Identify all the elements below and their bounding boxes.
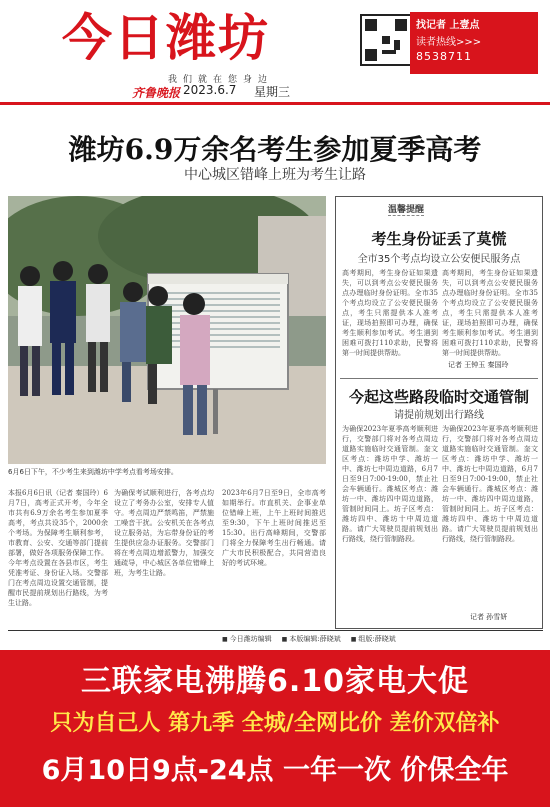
masthead-rule xyxy=(0,102,550,105)
credit-editor: ■ 今日潍坊编辑 xyxy=(222,634,272,644)
sidebar-story2-byline: 记者 孙雪妍 xyxy=(470,613,508,621)
photo-caption: 6月6日下午，不少考生来到潍坊中学考点看考场安排。 xyxy=(8,468,178,476)
lead-body-col2: 为确保考试顺利进行，各考点均设立了考务办公室，安排专人值守。考点周边严禁鸣笛，严禁施工噪音干扰。公安机关在各考点设立服务站，为忘带身份证的考生提供应急办证服务。交警部门将在考点周边增派警力，加强交通疏导，中心城区各单位错峰上班，为考生让路。 xyxy=(114,489,214,577)
credits-bar xyxy=(222,634,542,644)
hotline-line1: 找记者 上壹点 xyxy=(416,20,480,31)
lead-body-col3: 2023年6月7日至9日，全市高考如期举行。市直机关、企事业单位错峰上班，上午上班时间推迟至9:30，下午上班时间推迟至15:30。出行高峰期间，交警部门将全力保障考生出行畅通。请广大市民积极配合，共同营造良好的考试环境。 xyxy=(222,489,326,567)
brand-logo: 齐鲁晚报 xyxy=(132,86,181,100)
sidebar-story2-subhead: 请提前规划出行路线 xyxy=(394,410,484,421)
lead-photo-illustration xyxy=(8,196,326,464)
sidebar-story2-headline: 今起这些路段临时交通管制 xyxy=(348,388,529,406)
hotline-number: 8538711 xyxy=(416,50,472,63)
lead-photo xyxy=(8,196,326,464)
lead-headline: 潍坊6.9万余名考生参加夏季高考 xyxy=(68,133,482,166)
issue-weekday: 星期三 xyxy=(254,85,291,99)
ad-line1: 三联家电沸腾6.10家电大促 xyxy=(80,664,470,699)
reader-hotline[interactable] xyxy=(410,12,538,74)
ad-line3: 6月10日9点-24点 一年一次 价保全年 xyxy=(41,755,509,786)
sidebar-story1-headline: 考生身份证丢了莫慌 xyxy=(371,230,507,248)
lead-subhead: 中心城区错峰上班为考生让路 xyxy=(184,167,366,183)
ad-line2: 只为自己人 第九季 全城/全网比价 差价双倍补 xyxy=(50,711,500,736)
sidebar-story1-body: 高考期间，考生身份证如果遗失，可以到考点公安便民服务点办理临时身份证明。全市35个考点均设立了公安便民服务点，考生只需提供本人准考证，现场拍照即可办理，确保考生顺利参加考试。考生遇到困难可拨打110求助，民警将第一时间提供帮助。 xyxy=(342,269,438,357)
lead-body-col1: 本报6月6日讯（记者 秦国玲）6月7日，高考正式开考，今年全市共有6.9万余名考生参加夏季高考，考点共设35个，2000余个考场。为保障考生顺利参考，市教育、公安、交通等部门提前部署，做好各项服务保障工作。今年考点设置在各县市区，考生凭准考证、身份证入场。交警部门在考点周边设置交通管制，提醒市民提前规划出行路线，为考生让路。 xyxy=(8,489,108,607)
credit-proof: ■ 组版:薛晓斌 xyxy=(351,634,396,644)
credit-designer: ■ 本版编辑:薛晓斌 xyxy=(282,634,341,644)
sidebar-story1-byline: 记者 王钟玉 秦国玲 xyxy=(448,361,509,369)
sidebar-tag: 温馨提醒 xyxy=(388,202,424,216)
masthead-tagline: 我们就在您身边 xyxy=(168,75,274,85)
newspaper-title: 今日潍坊 xyxy=(62,9,270,67)
sidebar-divider xyxy=(340,378,538,379)
hotline-line2: 读者热线>>> xyxy=(416,37,482,48)
sidebar-story1-body-cont: 高考期间，考生身份证如果遗失，可以到考点公安便民服务点办理临时身份证明。全市35个考点均设立了公安便民服务点，考生只需提供本人准考证，现场拍照即可办理，确保考生顺利参加考试。考生遇到困难可拨打110求助，民警将第一时间提供帮助。 xyxy=(442,269,538,356)
qr-code-icon[interactable] xyxy=(360,14,412,66)
sidebar-story1-subhead: 全市35个考点均设立公安便民服务点 xyxy=(357,254,521,265)
masthead xyxy=(0,0,550,108)
credits-rule xyxy=(8,630,543,631)
issue-date: 2023.6.7 xyxy=(183,83,237,97)
sidebar-story2-body: 为确保2023年夏季高考顺利进行，交警部门将对各考点周边道路实施临时交通管制。奎文区考点：潍坊中学、潍坊一中、潍坊七中周边道路，6月7日至9日7:00-19:00，禁止社会车辆通行。潍城区考点：潍坊一中、潍坊四中周边道路，管制时间同上。坊子区考点：潍坊四中、潍坊十中周边道路。请广大驾驶员提前规划出行路线，绕行管制路段。 xyxy=(342,425,438,543)
sidebar-story2-body-cont: 为确保2023年夏季高考顺利进行，交警部门将对各考点周边道路实施临时交通管制。奎文区考点：潍坊中学、潍坊一中、潍坊七中周边道路，6月7日至9日7:00-19:00，禁止社会车辆通行。潍城区考点：潍坊一中、潍坊四中周边道路，管制时间同上。坊子区考点：潍坊四中、潍坊十中周边道路。请广大驾驶员提前规划出行路线，绕行管制路段。 xyxy=(442,425,538,543)
